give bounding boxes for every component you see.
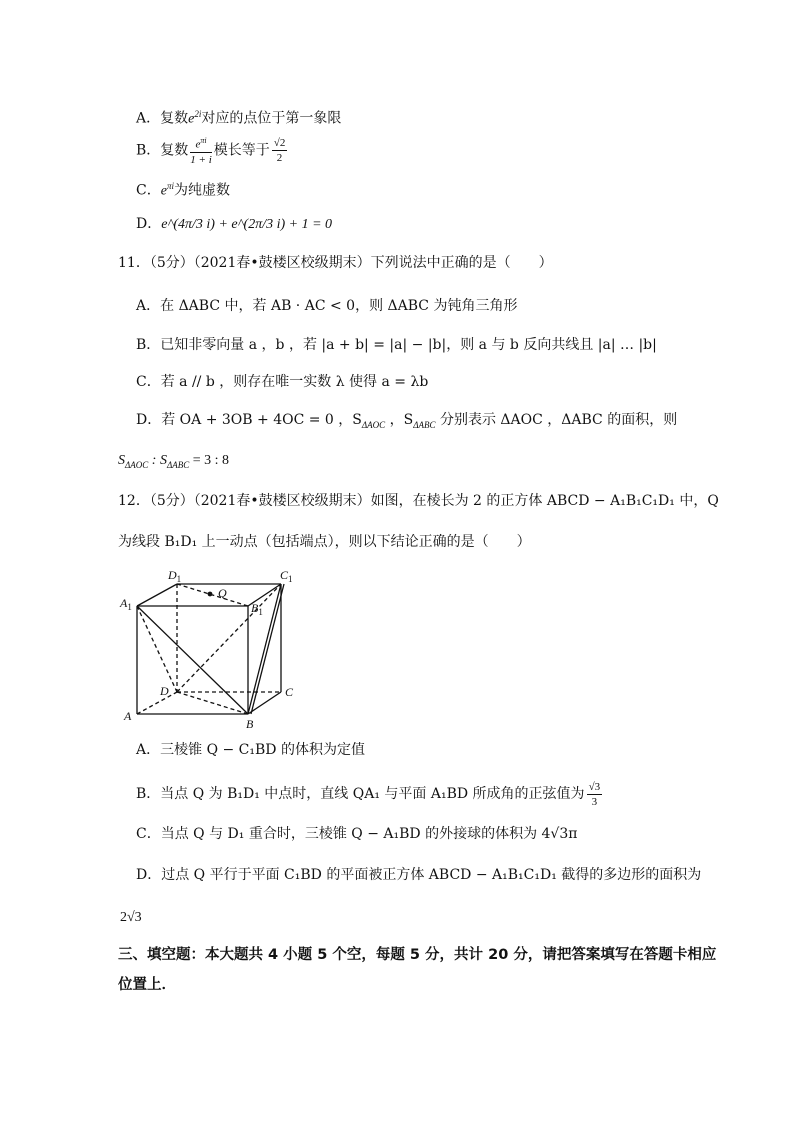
frac-den: 3 [591, 795, 598, 808]
fraction-e-over-1-plus-i [190, 134, 211, 167]
option-label: C． [136, 374, 161, 390]
math-sub: ΔAOC [361, 419, 386, 430]
q11-option-a [136, 296, 517, 316]
option-label: D． [136, 412, 162, 428]
frac-num: e [195, 138, 201, 151]
label-c1: $C_1$ [280, 568, 293, 584]
option-text: 当点 Q 为 B₁D₁ 中点时，直线 QA₁ 与平面 A₁BD 所成角的正弦值为 [160, 786, 585, 802]
option-text: 复数 [160, 142, 189, 159]
q11-option-b [136, 335, 657, 355]
option-text: 若 OA + 3OB + 4OC = 0 ，S [161, 412, 362, 428]
segment-d-c1-hidden [177, 584, 281, 692]
frac-num: √3 [588, 780, 601, 793]
fraction-sqrt2-over-2 [272, 136, 288, 165]
option-label: A． [136, 742, 161, 758]
option-text: 已知非零向量 a ，b ，若 |a + b| = |a| − |b|，则 a 与 b 反向共线且 |a| … |b| [160, 337, 657, 353]
option-text: 对应的点位于第一象限 [201, 110, 342, 127]
q11-stem: 11．（5分）（2021春•鼓楼区校级期末）下列说法中正确的是（ ） [118, 255, 553, 271]
cube-figure [112, 562, 312, 734]
q11-option-c [136, 372, 428, 392]
math-sub: ΔABC [413, 419, 436, 430]
math-s: S [118, 453, 125, 468]
edge-a-d-hidden [137, 692, 177, 714]
q11-option-d-continued [118, 450, 229, 475]
option-text: 为纯虚数 [173, 182, 230, 199]
q12-stem-line1: 12．（5分）（2021春•鼓楼区校级期末）如图，在棱长为 2 的正方体 ABCD − A₁B₁C₁D₁ 中，Q [118, 493, 719, 509]
frac-num: √2 [273, 136, 286, 149]
option-text: 三棱锥 Q − C₁BD 的体积为定值 [160, 742, 365, 758]
math-ratio: = 3 : 8 [189, 453, 230, 468]
q12-option-d-continued: 2√3 [120, 910, 142, 925]
option-label: B． [136, 786, 161, 802]
frac-den: 2 [276, 151, 283, 164]
frac-den: 1 + i [190, 153, 212, 166]
option-label: D． [136, 216, 162, 232]
q10-option-b [136, 134, 289, 167]
option-label: C． [136, 182, 161, 199]
q11-option-d [136, 410, 677, 435]
section3-heading-line2: 位置上． [118, 977, 176, 993]
segment-d1-b1-hidden [177, 584, 248, 606]
math-e: e [188, 111, 195, 127]
q12-option-c [136, 824, 577, 844]
fraction-sqrt3-over-3 [587, 780, 603, 809]
label-b1: $B_1$ [251, 601, 263, 617]
option-text: 当点 Q 与 D₁ 重合时，三棱锥 Q − A₁BD 的外接球的体积为 4√3π [160, 826, 578, 842]
option-label: A． [136, 110, 161, 127]
label-c: C [285, 685, 294, 699]
segment-a1-d-hidden [137, 606, 177, 692]
math-sup: πi [166, 181, 174, 191]
label-a1: $A_1$ [120, 596, 132, 612]
option-text: 若 a // b ，则存在唯一实数 λ 使得 a = λb [160, 374, 429, 390]
label-d: D [160, 684, 169, 698]
q12-stem-line2: 为线段 B₁D₁ 上一动点（包括端点），则以下结论正确的是（ ） [118, 534, 531, 550]
label-a: A [124, 709, 132, 723]
option-label: B． [136, 337, 161, 353]
option-text: 模长等于 [213, 142, 270, 159]
q12-option-d [136, 865, 701, 885]
q12-option-b [136, 778, 604, 810]
option-text: 复数 [160, 110, 189, 127]
q10-option-c [136, 176, 230, 202]
label-q: Q [218, 586, 227, 600]
point-q [208, 592, 213, 597]
label-d1: $D_1$ [168, 568, 182, 584]
option-text: 在 ΔABC 中，若 AB · AC < 0，则 ΔABC 为钝角三角形 [160, 298, 518, 314]
math-s: : S [148, 453, 167, 468]
option-label: C． [136, 826, 161, 842]
q12-option-a [136, 740, 365, 760]
segment-a1-b [137, 606, 248, 714]
edge-a1-d1 [137, 584, 177, 606]
math-sub: ΔAOC [125, 459, 149, 470]
math-e: e [160, 183, 167, 199]
frac-num-sup: πi [200, 136, 207, 145]
label-b: B [246, 717, 254, 731]
option-label: D． [136, 867, 162, 883]
option-equation: e^(4π/3 i) + e^(2π/3 i) + 1 = 0 [161, 217, 333, 232]
option-text: 分别表示 ΔAOC ，ΔABC 的面积，则 [435, 412, 678, 428]
option-label: B． [136, 142, 161, 159]
option-text: 过点 Q 平行于平面 C₁BD 的平面被正方体 ABCD − A₁B₁C₁D₁ 截得的多边形的面积为 [161, 867, 702, 883]
q10-option-a [136, 104, 341, 130]
math-sup: 2i [194, 109, 202, 119]
option-label: A． [136, 298, 161, 314]
option-text: ，S [385, 412, 414, 428]
section3-heading-line1: 三、填空题：本大题共 4 小题 5 个空，每题 5 分，共计 20 分，请把答案填写在答题卡相应 [118, 947, 717, 963]
math-sub: ΔABC [166, 459, 190, 470]
q10-option-d [136, 214, 332, 235]
